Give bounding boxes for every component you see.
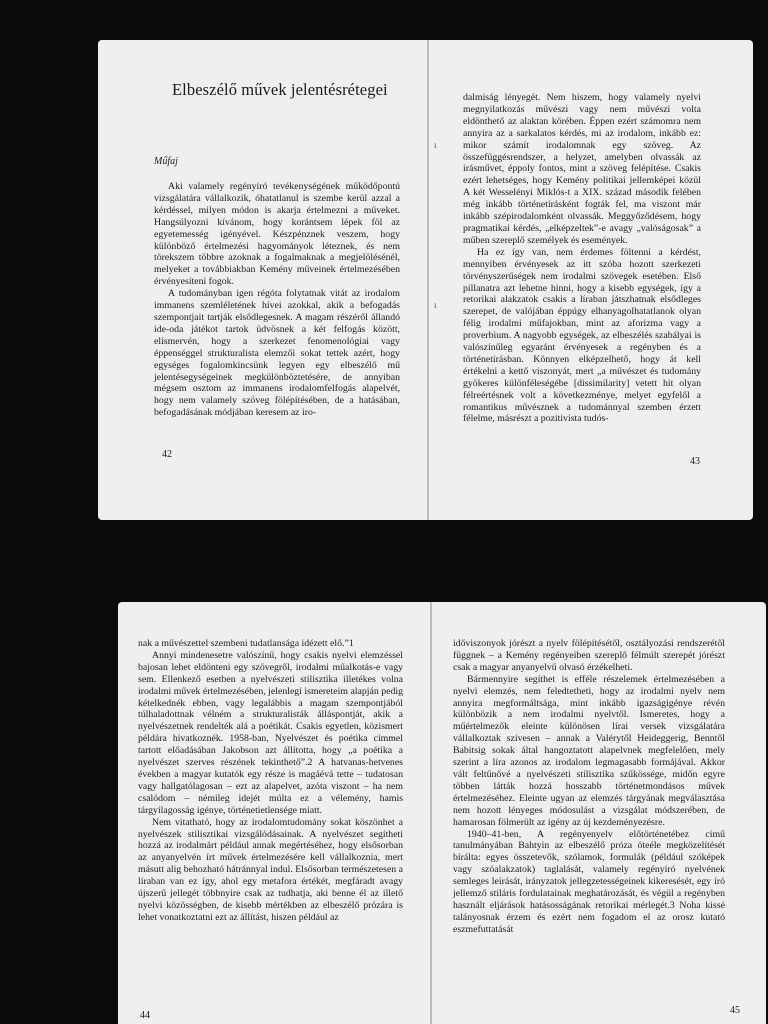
page-45 <box>453 638 725 936</box>
page-number: 42 <box>162 449 172 460</box>
section-title: Műfaj <box>154 156 178 167</box>
page-number: 43 <box>690 456 700 467</box>
margin-mark: ı <box>434 300 437 310</box>
page-44 <box>138 638 403 924</box>
paragraph: A tudományban igen régóta folytatnak vitát az irodalom immanens szemléletének hívei azokkal, akik a befogadás szempontjait tartják elsődlegesnek. A magam részéről állandó ide-oda játékot tartok üdvösnek a két felfogás között, elismervén, hogy a szerkezet fenomenológiai vagy éppenséggel strukturalista elemzői sokat tettek azért, hogy egységes fogalomkincsünk legyen egy elbeszélő mű jelentésegységeinek megkülönböztetésére, de annyiban mégsem osztom az immanens irodalomfelfogás alapelvét, hogy nem valamely szöveg fölépítésében, de a hatásában, befogadásának módjában keresem az iro- <box>154 288 400 419</box>
paragraph: időviszonyok jórészt a nyelv fölépítésétől, osztályozási rendszerétől függnek – a Kemény regényeiben szereplő félmúlt szerepét jórészt csak a magyar anyanyelvű olvasó érzékelheti. <box>453 638 725 673</box>
margin-mark: ı <box>434 140 437 150</box>
paragraph: Bármennyire segíthet is efféle részelemek értelmezésében a nyelvi elemzés, nem feledtetheti, hogy az irodalmi nyelv nem annyira megformáltsága, mint inkább igazságigénye révén különbözik a nem irodalmi nyelvtől. Ismeretes, hogy a műértelmezők eleinte különösen lírai versek vizsgálatára vállalkoztak szívesen – annak a Valérytől Heideggerig, Benntől Babitsig sokak által hangoztatott alapelvnek megfelelően, mely szerint a líra azonos az irodalom legmagasabb formájával. Akkor vált feltűnővé a nyelvészeti stilisztika szűkössége, midőn egyre többen látták hozzá hosszabb történetmondásos művek értelmezéséhez. Eleinte ugyan az elemzés tárgyának megválasztása nem hozott lényeges módosulást a vizsgálat módszerében, de hamarosan fölmerült az igény az új kezdeményezésre. <box>453 673 725 828</box>
paragraph: 1940–41-ben, A regényenyelv előtörténetébez című tanulmányában Bahtyin az elbeszélő próza öteéle megközelítését bírálta: egyes összetevők, szólamok, formulák (például szóképek vagy szóalakzatok) taglalását, valamely regényíró nyelvének semleges leírását, irányzatok jellegzetességeinek kikeresését, egy író jellemző stiláris fordulatainak meghatározását, és végül a regényben használt eljárások hatásosságának retorikai mérlegét.3 Noha kissé talányosnak érzem és ezért nem fogadom el az orosz kutató eszmefuttatását <box>453 828 725 935</box>
paragraph: nak a művészettel szembeni tudatlansága idézett elő.”1 <box>138 638 354 649</box>
paragraph: Nem vitatható, hogy az irodalomtudomány sokat köszönhet a nyelvészek stilisztikai vizsgálódásainak. A nyelvészet segítheti hozzá az irodalmárt például annak megértéséhez, hogy elsősorban az anyanyelvén írt művek értelmezésére kell vállalkoznia, mert másutt alig behozható hátránnyal indul. Elsősorban természetesen a líraban van ez így, ahol egy metafora értékét, megfáradt avagy újszerű jellegét többnyire csak az tudhatja, aki benne él az illető nyelvi közösségben, de kisebb mértékben az elbeszélő prózára is lehet vonatkoztatni ezt az állítást, hiszen például az <box>138 816 403 923</box>
chapter-title: Elbeszélő művek jelentésrétegei <box>172 80 388 99</box>
page-number: 44 <box>140 1010 150 1021</box>
paragraph: Ha ez így van, nem érdemes föltenni a kérdést, mennyiben érvényesek az itt szóba hozott szerkezeti törvényszerűségek nem irodalmi szövegek esetében. Első pillanatra azt lehetne hinni, hogy a kisebb egységek, így a retorikai alakzatok csakis a líraban játszhatnak elsődleges szerepet, de valójában éppúgy elhanyagolhatatlanok olyan félig irodalmi műfajokban, mint az aforizma vagy a proverbium. A nagyobb egységek, az elbeszélés szabályai is valószínűleg egyaránt érvényesek a regényben és a történetírásban. Könnyen elképzelhető, hogy át kell értékelni a kettő viszonyát, mert „a művészet és tudomány gyökeres különféleségébe [dissimilarity] vetett hit olyan félreértésnek volt a következménye, melyet egyfelől a romantikus művésznek a tudománnyal szemben érzett félelme, másrészt a pozitivista tudós- <box>463 246 701 425</box>
page-42 <box>154 80 400 419</box>
paragraph: Aki valamely regényíró tevékenységének működőpontú vizsgálatára vállalkozik, óhatatlanul is szembe kerül azzal a kérdéssel, milyen módon is akarja értelmezni a műveket. Hangsúlyozni kívánom, hogy korántsem lépek föl az egyetemesség igényével. Készpénznek veszem, hogy különböző értelmezési hagyományok léteznek, és nem törekszem többre azoknak a fogalmaknak a megjelölésénél, melyeket a továbbiakban Kemény műveinek értelmezésében érvényesíteni fogok. <box>154 181 400 288</box>
bottom-book-spread <box>118 602 766 1024</box>
book-gutter <box>430 602 432 1024</box>
book-gutter <box>427 40 429 520</box>
top-book-spread <box>98 40 753 520</box>
page-43 <box>463 92 701 425</box>
page-number: 45 <box>730 1005 740 1016</box>
paragraph: Annyi mindenesetre valószínű, hogy csakis nyelvi elemzéssel bajosan lehet eldönteni egy szövegről, irodalmi műalkotás-e vagy sem. Ellenkező esetben a nyelvészeti stilisztika illetékes volna irodalmi művek értelmezésében, jelenlegi ismereteim alapján pedig kételkednék ebben, vagy legalábbis a magam szempontjából túlhaladottnak vélném a strukturalisták álláspontját, akik a nyelvészetnek rendelték alá a poétikát. Csakis egyetlen, közismert példára hivatkoznék. 1958-ban, Nyelvészet és poétika címmel tartott előadásában Jakobson azt állította, hogy „a poétika a nyelvészet szerves részének tekinthető”.2 A hatvanas-hetvenes években a magyar kutatók egy része is magáévá tette – tudatosan vagy hallgatólagosan – ezt az alapelvet, azóta viszont – ha nem csalódom – némileg idejét múlta ez a vélemény, hamis tárgyilagosság igénye, történetietlensége miatt. <box>138 649 403 816</box>
paragraph: dalmiság lényegét. Nem hiszem, hogy valamely nyelvi megnyilatkozás művészi vagy nem művészi volta eldönthető az alaktan körében. Éppen ezért számomra nem annyira az a sarkalatos kérdés, mi az irodalom, inkább ez: mikor számít irodalomnak egy szöveg. Az összefüggésrendszer, a helyzet, amelyben olvassák az írásművet, éppoly fontos, mint a szöveg felépítése. Csakis ezért lehetséges, hogy Kemény politikai jellemképei közül A két Wesselényi Miklós-t a XIX. század második felében még inkább történetírásként fogták fel, ma viszont már inkább szépirodalomként olvassák. Meggyőződésem, hogy pragmatikai kérdés, „elképzeltek”-e avagy „valóságosak” a műben szereplő személyek és események. <box>463 92 701 246</box>
